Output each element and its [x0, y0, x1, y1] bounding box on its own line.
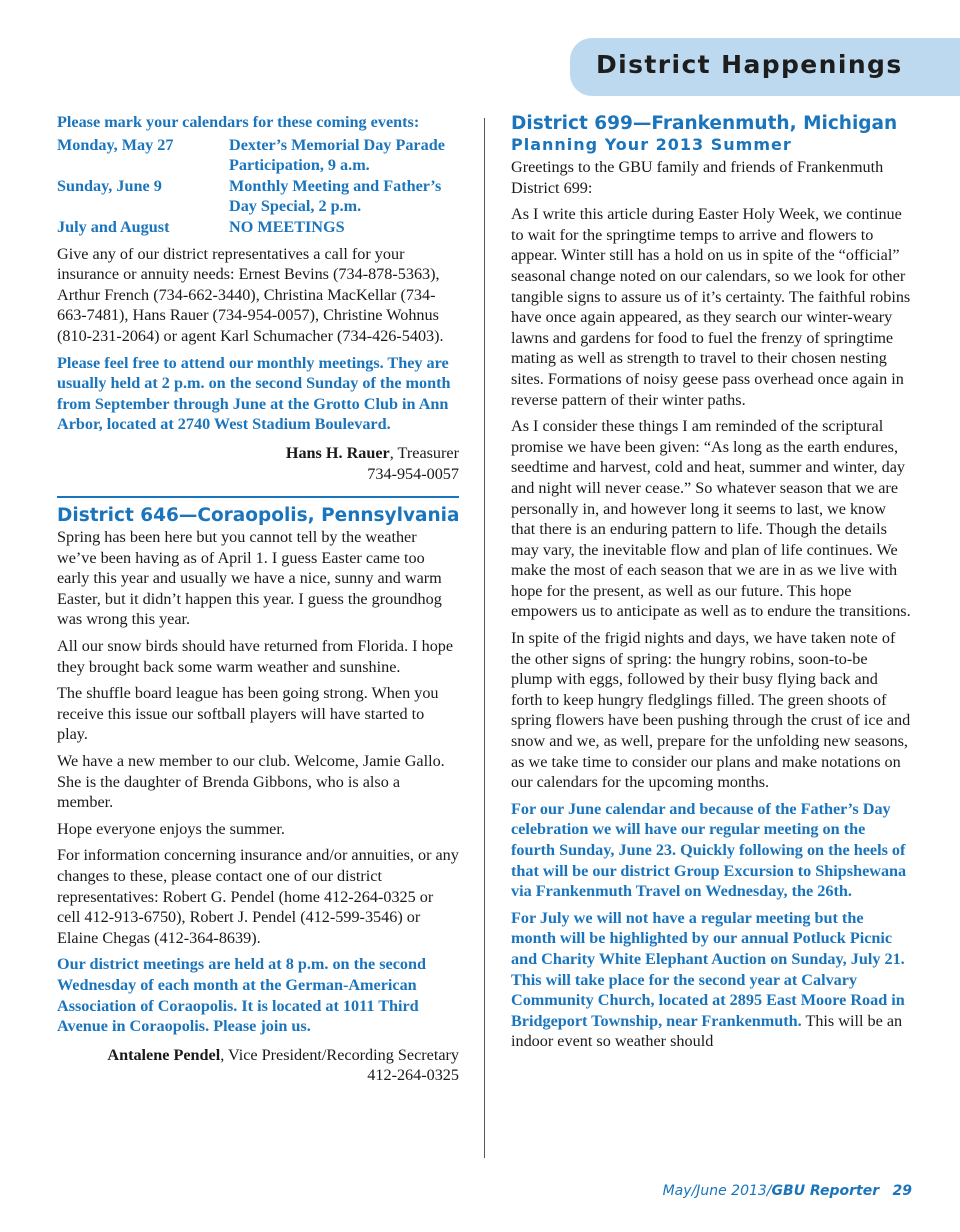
article-paragraph: The shuffle board league has been going strong. When you receive this issue our softball players will have started to play. [57, 684, 439, 744]
signature-phone: 734-954-0057 [367, 464, 459, 483]
footer-issue: May/June 2013/ [662, 1183, 772, 1199]
article-paragraph: As I write this article during Easter Holy Week, we continue to wait for the springtime temps to arrive and flowers to appear. Winter still has a hold on us in spite of the “official” seasonal change noted on our calendars, so we look for other tangible signs to assure us of it’s certainty. The faithful robins have once again appeared, as they search our winter-weary lawns and gardens for food to fuel the frenzy of springtime mating as well as strength to travel to their chosen nesting sites. Formations of noisy geese pass overhead once again in reverse pattern of their winter paths. [511, 205, 911, 409]
meeting-info-paragraph: For our June calendar and because of the Father’s Day celebration we will have our regular meeting on the fourth Sunday, June 23. Quickly following on the heels of that will be our district Group Excursion to Shipshewana via Frankenmuth Travel on Wednesday, the 26th. [511, 799, 907, 901]
picnic-announcement: For July we will not have a regular meeting but the month will be highlighted by our annual Potluck Picnic and Charity White Elephant Auction on Sunday, July 21. This will take place for the second year at Calvary Community Church, located at 2895 East Moore Road in Bridgeport Township, near Frankenmuth. [511, 908, 905, 1030]
article-paragraph: Greetings to the GBU family and friends of Frankenmuth District 699: [511, 158, 884, 197]
article-paragraph: Hope everyone enjoys the summer. [57, 819, 285, 838]
meeting-info-paragraph: Our district meetings are held at 8 p.m. on the second Wednesday of each month at the German-American Association of Coraopolis. It is located at 1011 Third Avenue in Coraopolis. Please join us. [57, 955, 427, 1036]
section-divider [57, 496, 459, 498]
calendar-intro: Please mark your calendars for these coming events: [57, 113, 420, 131]
signature-phone: 412-264-0325 [367, 1066, 459, 1085]
page-number: 29 [892, 1183, 912, 1199]
page-footer [663, 1183, 912, 1199]
column-divider [484, 118, 485, 1158]
article-paragraph: In spite of the frigid nights and days, we have taken note of the other signs of spring: the hungry robins, soon-to-be plump with eggs, followed by their busy flying back and forth to keep hungry fledglings filled. The green shoots of spring flowers have been pushing through the crust of ice and snow and we, as well, prepare for the unfolding new seasons, as we take time to consider our plans and make notations on our calendars for the upcoming months. [511, 629, 911, 792]
article-paragraph [511, 908, 911, 1052]
right-column [511, 112, 911, 1058]
footer-publication: GBU Reporter [771, 1183, 880, 1199]
signature-name: Hans H. Rauer [285, 443, 390, 462]
event-desc: NO MEETINGS [229, 217, 345, 236]
district-699-heading: District 699—Frankenmuth, Michigan [511, 113, 898, 134]
signature-title: , Treasurer [389, 443, 459, 462]
event-date: Sunday, June 9 [57, 176, 162, 195]
district-699-subheading: Planning Your 2013 Summer [511, 135, 792, 154]
signature [57, 443, 459, 484]
picnic-continuation: This will be an indoor event so weather should [511, 1011, 903, 1051]
meeting-info-paragraph: Please feel free to attend our monthly meetings. They are usually held at 2 p.m. on the second Sunday of the month from September through June at the Grotto Club in Ann Arbor, located at 2740 West Stadium Boulevard. [57, 353, 451, 434]
article-paragraph: Spring has been here but you cannot tell by the weather we’ve been having as of April 1. I guess Easter came too early this year and usually we have a nice, sunny and warm Easter, but it didn’t happen this year. I guess the groundhog was wrong this year. [57, 528, 442, 629]
article-paragraph: For information concerning insurance and/or annuities, or any changes to these, please contact one of our district representatives: Robert G. Pendel (home 412-264-0325 or cell 412-913-6750), Robert J. Pendel (412-599-3546) or Elaine Chegas (412-364-8639). [57, 846, 459, 947]
article-paragraph: All our snow birds should have returned from Florida. I hope they brought back some warm weather and sunshine. [57, 637, 454, 676]
event-desc: Dexter’s Memorial Day Parade Participation, 9 a.m. [229, 135, 445, 175]
signature-name: Antalene Pendel [107, 1045, 221, 1064]
event-list [57, 135, 459, 238]
representatives-paragraph: Give any of our district representatives a call for your insurance or annuity needs: Ernest Bevins (734-878-5363), Arthur French (734-662-3440), Christina MacKellar (734-663-7481), Hans Rauer (734-954-0057), Christine Wohnus (810-231-2064) or agent Karl Schumacher (734-426-5403). [57, 244, 444, 345]
signature-title: , Vice President/Recording Secretary [220, 1045, 459, 1064]
left-column [57, 112, 459, 1086]
signature [57, 1045, 459, 1086]
section-title: District Happenings [596, 50, 903, 79]
event-desc: Monthly Meeting and Father’s Day Special, 2 p.m. [229, 176, 442, 216]
article-paragraph: As I consider these things I am reminded of the scriptural promise we have been given: “As long as the earth endures, seedtime and harvest, cold and heat, summer and winter, day and night will never cease.” So whatever season that we are personally in, and however long it seems to last, we know that there is an enduring pattern to life. Though the details may vary, the inevitable flow and plan of life continues. We make the most of each season that we are in as we live with hope for the present, as well as our future. This hope empowers us to anticipate as well as to endure the transitions. [511, 417, 911, 621]
event-date: July and August [57, 217, 170, 236]
event-date: Monday, May 27 [57, 135, 174, 154]
district-646-heading: District 646—Coraopolis, Pennsylvania [57, 505, 460, 527]
article-paragraph: We have a new member to our club. Welcome, Jamie Gallo. She is the daughter of Brenda Gibbons, who is also a member. [57, 752, 445, 812]
